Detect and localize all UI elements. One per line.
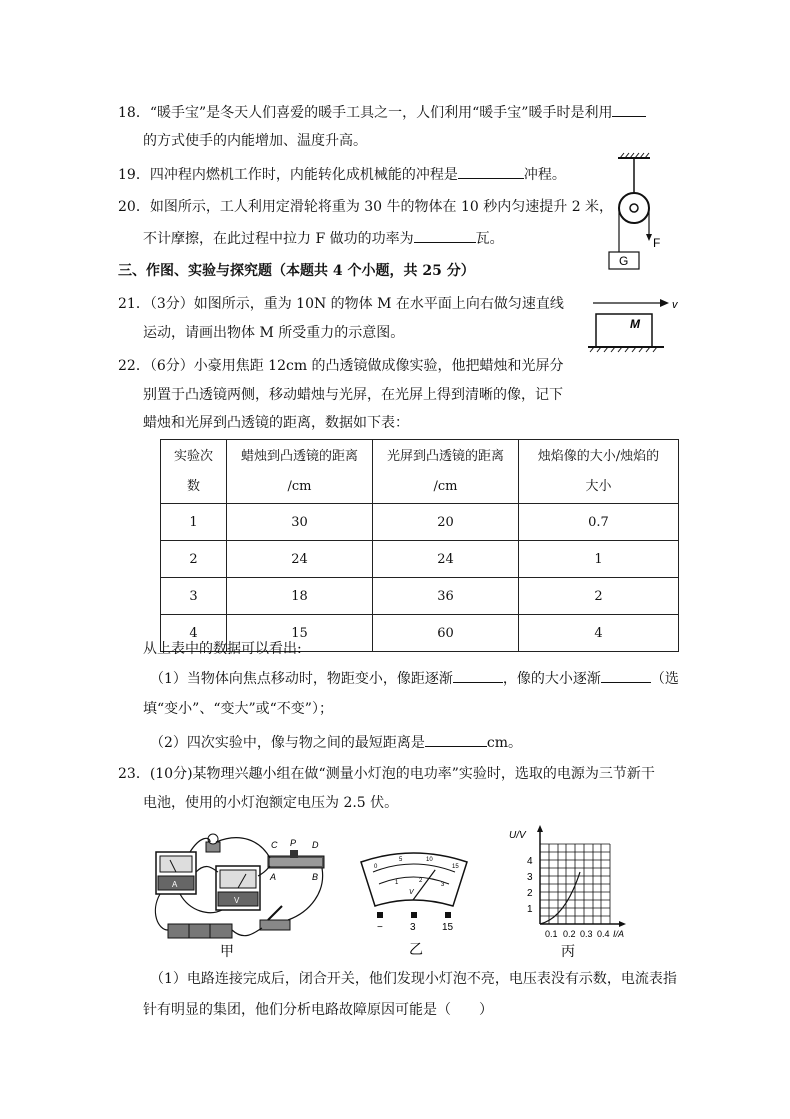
table-header-cell: 实验次 数 xyxy=(161,440,227,504)
table-cell: 24 xyxy=(373,541,519,578)
section3-title: 三、作图、实验与探究题（本题共 4 个小题，共 25 分） xyxy=(118,263,475,279)
q18-line1 xyxy=(118,102,646,123)
table-header-cell: 蜡烛到凸透镜的距离 /cm xyxy=(227,440,373,504)
velocity-label: v xyxy=(672,299,678,311)
block-m-label: M xyxy=(630,317,640,331)
y-tick: 2 xyxy=(527,888,533,899)
q22-sub2-line xyxy=(150,732,522,753)
lens-data-table xyxy=(160,439,679,652)
voltmeter-figure-yi xyxy=(355,850,475,960)
table-cell: 60 xyxy=(373,615,519,652)
x-tick: 0.1 xyxy=(545,929,558,939)
q20-text-post: 瓦。 xyxy=(475,231,504,247)
q21-line2: 运动，请画出物体 M 所受重力的示意图。 xyxy=(143,325,405,341)
table-cell: 30 xyxy=(227,504,373,541)
q22-line3: 蜡烛和光屏到凸透镜的距离，数据如下表： xyxy=(143,415,409,431)
terminal-negative: − xyxy=(377,922,383,933)
y-tick: 3 xyxy=(527,872,533,883)
scale-mark: 1 xyxy=(395,880,399,886)
circuit-figure-jia xyxy=(150,832,330,962)
table-cell: 3 xyxy=(161,578,227,615)
table-cell: 24 xyxy=(227,541,373,578)
table-cell: 1 xyxy=(519,541,679,578)
label-P: P xyxy=(290,838,297,848)
x-axis-label: I/A xyxy=(613,929,625,939)
label-C: C xyxy=(271,840,278,850)
voltmeter-symbol: V xyxy=(409,889,414,896)
q18-text1: 18．“暖手宝”是冬天人们喜爱的暖手工具之一，人们利用“暖手宝”暖手时是利用 xyxy=(118,105,613,121)
q22-min-distance-blank[interactable] xyxy=(425,732,487,747)
scale-mark: 0 xyxy=(374,864,378,870)
scale-mark: 2 xyxy=(419,878,423,884)
y-axis-label: U/V xyxy=(509,830,526,841)
terminal-3: 3 xyxy=(410,922,416,933)
x-tick: 0.4 xyxy=(597,929,610,939)
table-cell: 4 xyxy=(161,615,227,652)
pulley-figure xyxy=(608,150,678,272)
q19-answer-blank[interactable] xyxy=(458,164,524,179)
fig-yi-caption: 乙 xyxy=(409,941,423,957)
q21-line1: 21．（3分）如图所示，重为 10N 的物体 M 在水平面上向右做匀速直线 xyxy=(118,296,564,312)
q22-sub1-text-mid: ，像的大小逐渐 xyxy=(502,671,601,687)
q23-sub1-line1: （1）电路连接完成后，闭合开关，他们发现小灯泡不亮，电压表没有示数，电流表指 xyxy=(150,971,677,987)
scale-mark: 5 xyxy=(399,857,403,863)
q23-sub1-line2: 针有明显的集团，他们分析电路故障原因可能是（ ） xyxy=(143,1002,493,1018)
q20-text-pre: 不计摩擦，在此过程中拉力 F 做功的功率为 xyxy=(143,231,414,247)
q20-line1: 20．如图所示，工人利用定滑轮将重为 30 牛的物体在 10 秒内匀速提升 2 米， xyxy=(118,199,614,215)
scale-mark: 3 xyxy=(441,882,445,888)
q20-answer-blank[interactable] xyxy=(414,228,476,243)
q18-answer-blank[interactable] xyxy=(612,102,646,117)
q22-image-distance-blank[interactable] xyxy=(453,668,503,683)
table-cell: 20 xyxy=(373,504,519,541)
table-row xyxy=(161,504,679,541)
y-tick: 1 xyxy=(527,904,533,915)
table-header-cell: 烛焰像的大小/烛焰的 大小 xyxy=(519,440,679,504)
pulley-force-label: F xyxy=(653,236,661,250)
ui-graph-figure-bing xyxy=(505,822,635,962)
table-cell: 18 xyxy=(227,578,373,615)
q19-text-pre: 19．四冲程内燃机工作时，内能转化成机械能的冲程是 xyxy=(118,167,458,183)
q22-sub1-text-pre: （1）当物体向焦点移动时，物距变小，像距逐渐 xyxy=(150,671,453,687)
table-cell: 2 xyxy=(519,578,679,615)
q23-line2: 电池，使用的小灯泡额定电压为 2.5 伏。 xyxy=(143,795,399,811)
q22-sub2-text-pre: （2）四次实验中，像与物之间的最短距离是 xyxy=(150,735,425,751)
q22-image-size-blank[interactable] xyxy=(601,668,651,683)
fig-jia-caption: 甲 xyxy=(220,943,234,959)
q23-line1: 23．(10分)某物理兴趣小组在做“测量小灯泡的电功率”实验时，选取的电源为三节新干 xyxy=(118,766,655,782)
q22-line2: 别置于凸透镜两侧，移动蜡烛与光屏，在光屏上得到清晰的像，记下 xyxy=(143,387,563,403)
svg-text:V: V xyxy=(234,896,240,905)
y-tick: 4 xyxy=(527,856,533,867)
q22-line1: 22．（6分）小豪用焦距 12cm 的凸透镜做成像实验，他把蜡烛和光屏分 xyxy=(118,358,564,374)
block-m-figure xyxy=(588,294,680,356)
table-cell: 0.7 xyxy=(519,504,679,541)
table-cell: 36 xyxy=(373,578,519,615)
svg-text:A: A xyxy=(172,880,178,889)
scale-mark: 15 xyxy=(452,864,459,870)
scale-mark: 10 xyxy=(426,857,433,863)
q19-text-post: 冲程。 xyxy=(523,167,566,183)
label-B: B xyxy=(312,872,319,882)
pulley-weight-label: G xyxy=(619,254,629,268)
q20-line2 xyxy=(143,228,504,249)
q22-sub1-line2: 填“变小”、“变大”或“不变”）； xyxy=(143,701,333,717)
x-tick: 0.2 xyxy=(563,929,576,939)
table-header-cell: 光屏到凸透镜的距离 /cm xyxy=(373,440,519,504)
x-tick: 0.3 xyxy=(580,929,593,939)
table-cell: 2 xyxy=(161,541,227,578)
table-cell: 15 xyxy=(227,615,373,652)
table-row xyxy=(161,541,679,578)
table-row xyxy=(161,578,679,615)
label-A: A xyxy=(270,872,277,882)
table-cell: 4 xyxy=(519,615,679,652)
table-header-row xyxy=(161,440,679,504)
label-D: D xyxy=(312,840,319,850)
q22-conclusion-intro: 从上表中的数据可以看出: xyxy=(143,641,302,657)
q18-line2: 的方式使手的内能增加、温度升高。 xyxy=(143,133,367,149)
q22-sub1-text-post: （选 xyxy=(650,671,679,687)
table-cell: 1 xyxy=(161,504,227,541)
terminal-15: 15 xyxy=(442,922,454,933)
q19-line xyxy=(118,164,566,185)
q22-sub1-line1 xyxy=(150,668,679,689)
fig-bing-caption: 丙 xyxy=(561,943,575,959)
q22-sub2-text-post: cm。 xyxy=(486,735,523,751)
